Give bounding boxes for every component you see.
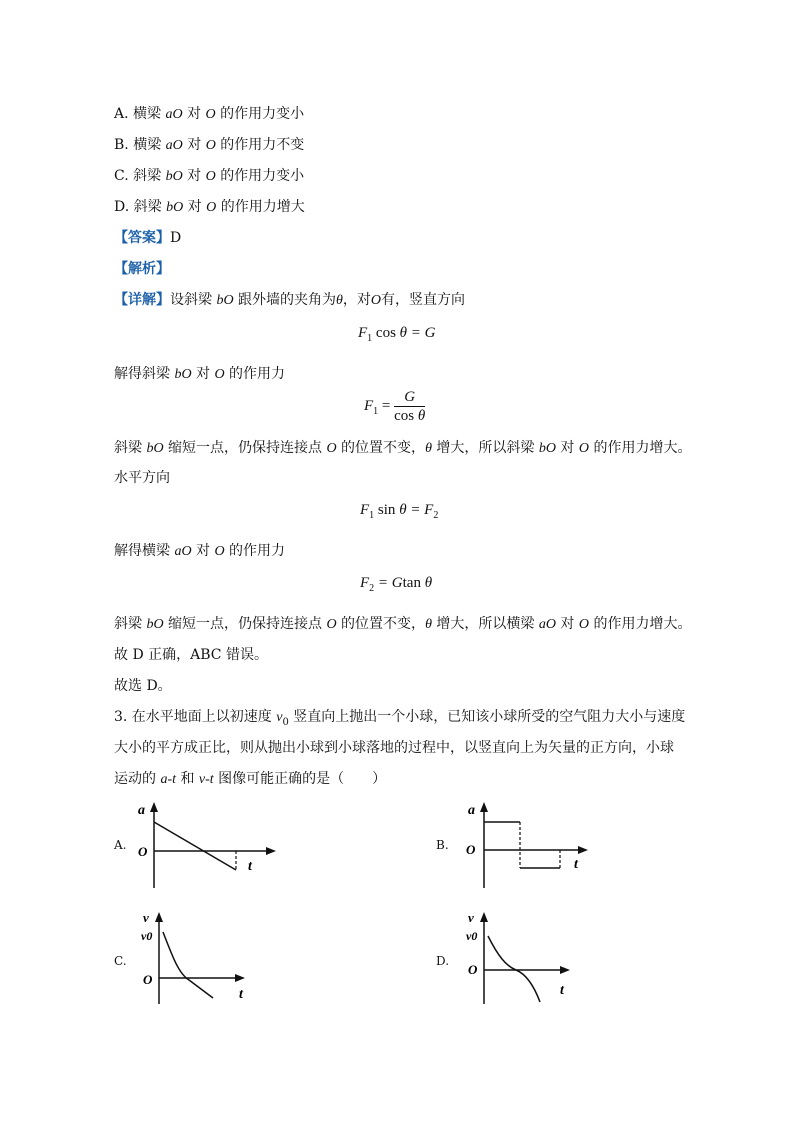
question-3-line-2: 大小的平方成正比，则从抛出小球到小球落地的过程中，以竖直向上为矢量的正方向，小球 <box>114 740 674 756</box>
question-3-line-3: 运动的 a-t 和 v-t 图像可能正确的是（ ） <box>114 771 387 787</box>
equation-1: $F_1$ cos θ = G <box>358 325 436 344</box>
graph-c-x-label: t <box>239 987 243 1002</box>
graph-d <box>460 908 590 1008</box>
graph-c-label: C. <box>114 954 127 968</box>
graph-d-origin: O <box>468 962 478 977</box>
detail-line: 【详解】设斜梁 bO 跟外墙的夹角为θ，对O有，竖直方向 <box>114 292 466 308</box>
equation-3: $F_1$ $\sin \theta = F_2$ <box>360 502 439 521</box>
graph-b-y-label: a <box>468 803 475 818</box>
answer-tag: 【答案】 <box>114 230 170 246</box>
solve-line-2: 解得横梁 aO 对 O 的作用力 <box>114 543 286 559</box>
option-b: B. 横梁 aO 对 O 的作用力不变 <box>114 137 305 153</box>
choice-line: 故选 D。 <box>114 678 172 694</box>
question-3-line-1: 3. 在水平地面上以初速度 $v_0$ 竖直向上抛出一个小球，已知该小球所受的空气阻力大小与速度 <box>114 709 686 728</box>
detail-tag: 【详解】 <box>114 292 170 308</box>
graph-b-x-label: t <box>574 857 578 872</box>
explain-line-2: 斜梁 bO 缩短一点，仍保持连接点 O 的位置不变，θ 增大，所以横梁 aO 对 O 的作用力增大。 <box>114 616 692 632</box>
graph-c-origin: O <box>143 972 153 987</box>
equation-2: $F_1$ = $\frac{G}{\text{cos θ}}$ <box>364 389 426 424</box>
graph-a-label: A. <box>114 838 127 852</box>
option-c: C. 斜梁 bO 对 O 的作用力变小 <box>114 168 305 184</box>
analysis-line <box>114 259 170 279</box>
graph-b-label: B. <box>436 838 449 852</box>
graph-a <box>130 798 280 893</box>
graph-d-y-label: v <box>468 910 474 925</box>
graph-c-y-label: v <box>143 910 149 925</box>
graph-d-v0: v0 <box>466 929 478 943</box>
graph-c <box>135 908 265 1008</box>
graph-d-x-label: t <box>560 983 564 998</box>
option-a: A. 横梁 aO 对 O 的作用力变小 <box>114 106 305 122</box>
graph-a-x-label: t <box>248 859 252 874</box>
graph-b <box>460 798 600 893</box>
analysis-tag: 【解析】 <box>114 261 170 277</box>
option-d: D. 斜梁 bO 对 O 的作用力增大 <box>114 199 305 215</box>
graph-c-v0: v0 <box>141 929 153 943</box>
answer-value: D <box>170 230 182 246</box>
conclusion-line: 故 D 正确，ABC 错误。 <box>114 647 268 663</box>
graph-a-y-label: a <box>138 803 145 818</box>
equation-4: $F_2 = Gtan$ θ <box>360 575 433 594</box>
answer-line <box>114 228 181 248</box>
horizontal-line: 水平方向 <box>114 470 170 486</box>
graph-b-origin: O <box>466 842 476 857</box>
graph-d-label: D. <box>436 954 450 968</box>
explain-line-1: 斜梁 bO 缩短一点，仍保持连接点 O 的位置不变，θ 增大，所以斜梁 bO 对 O 的作用力增大。 <box>114 440 692 456</box>
graph-a-origin: O <box>138 844 148 859</box>
solve-line-1: 解得斜梁 bO 对 O 的作用力 <box>114 366 286 382</box>
